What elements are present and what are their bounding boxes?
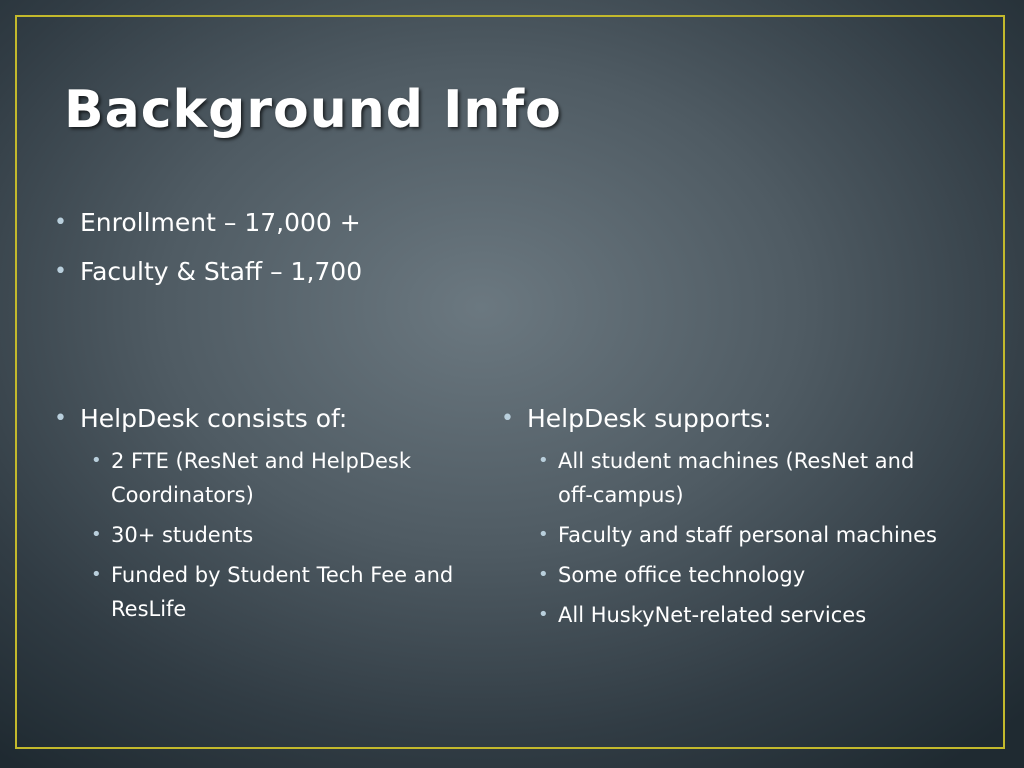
sub-item-text: All HuskyNet-related services bbox=[558, 603, 867, 627]
right-sub-list bbox=[528, 444, 947, 632]
right-column bbox=[497, 402, 947, 638]
bullet-enrollment bbox=[50, 206, 650, 240]
sub-list-item bbox=[81, 444, 490, 512]
sub-bullet-icon: • bbox=[91, 524, 102, 545]
sub-bullet-icon: • bbox=[538, 604, 549, 625]
slide-title: Background Info bbox=[64, 80, 562, 140]
sub-item-text: Some office technology bbox=[558, 563, 806, 587]
sub-list-item bbox=[81, 518, 490, 552]
sub-bullet-icon: • bbox=[538, 524, 549, 545]
sub-list-item bbox=[81, 558, 490, 626]
sub-list-item bbox=[528, 558, 947, 592]
left-column-heading bbox=[50, 402, 490, 436]
bullet-icon: • bbox=[54, 210, 67, 235]
sub-bullet-icon: • bbox=[91, 564, 102, 585]
sub-list-item bbox=[528, 518, 947, 552]
sub-item-text: 2 FTE (ResNet and HelpDesk Coordinators) bbox=[111, 449, 412, 507]
bullet-faculty-staff bbox=[50, 255, 650, 289]
sub-item-text: 30+ students bbox=[111, 523, 254, 547]
bullet-text: Enrollment – 17,000 + bbox=[80, 208, 361, 237]
bullet-icon: • bbox=[54, 406, 67, 431]
bullet-text: Faculty & Staff – 1,700 bbox=[80, 257, 363, 286]
bullet-icon: • bbox=[54, 259, 67, 284]
bullet-icon: • bbox=[501, 406, 514, 431]
sub-item-text: Faculty and staff personal machines bbox=[558, 523, 937, 547]
sub-bullet-icon: • bbox=[538, 450, 549, 471]
right-column-heading bbox=[497, 402, 947, 436]
sub-item-text: Funded by Student Tech Fee and ResLife bbox=[111, 563, 454, 621]
sub-list-item bbox=[528, 598, 947, 632]
left-column bbox=[50, 402, 490, 632]
sub-bullet-icon: • bbox=[91, 450, 102, 471]
bullet-text: HelpDesk supports: bbox=[527, 404, 772, 433]
left-sub-list bbox=[81, 444, 490, 626]
bullet-text: HelpDesk consists of: bbox=[80, 404, 348, 433]
sub-bullet-icon: • bbox=[538, 564, 549, 585]
sub-list-item bbox=[528, 444, 947, 512]
sub-item-text: All student machines (ResNet and off-campus) bbox=[558, 449, 915, 507]
top-bullet-list bbox=[50, 206, 650, 304]
